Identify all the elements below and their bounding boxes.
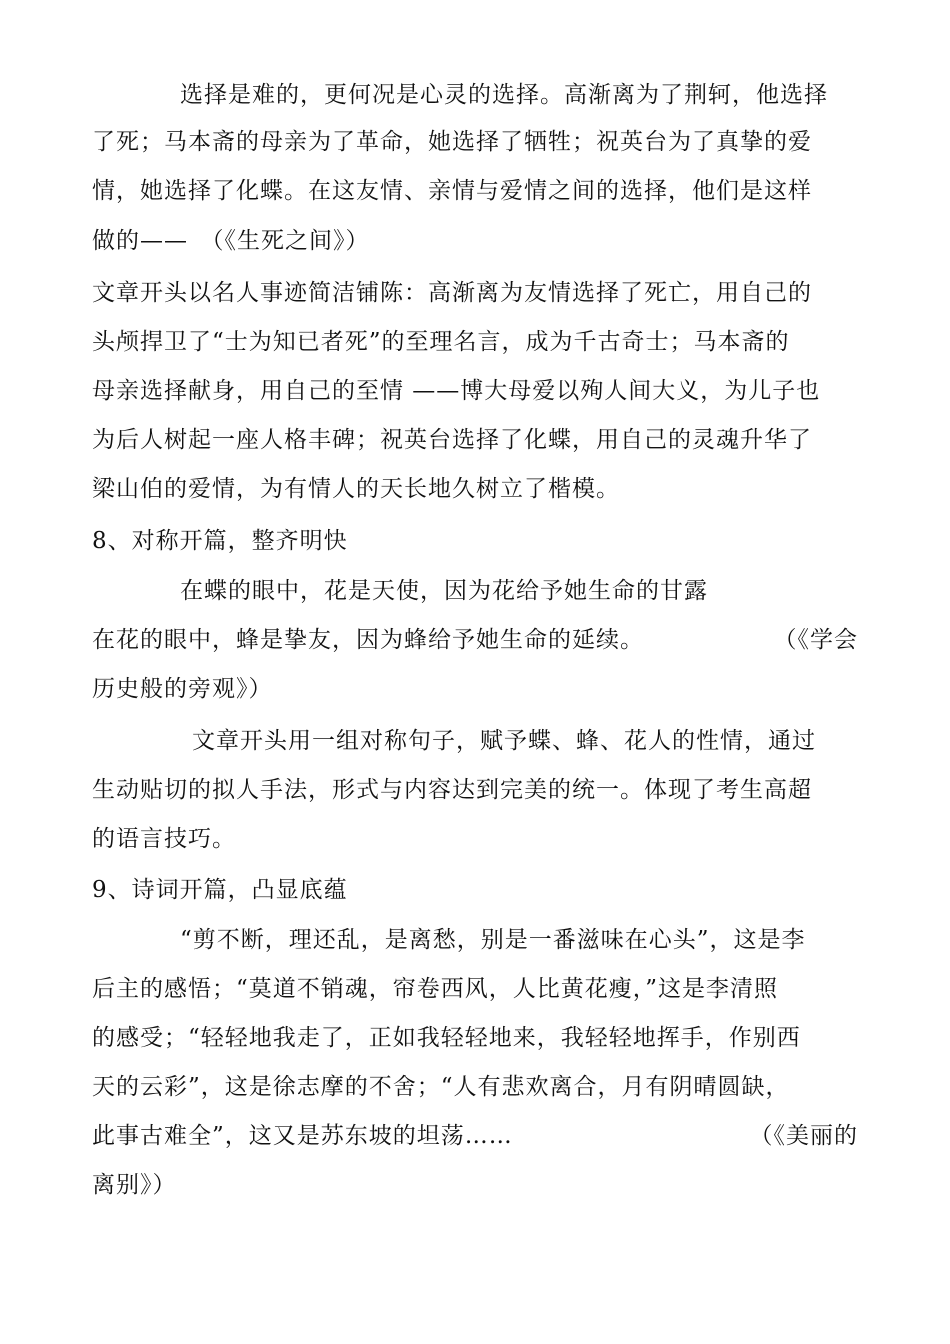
paragraph-1-line-4-citation: 做的—— （《生死之间》） — [92, 228, 370, 254]
paragraph-3-citation-end: 离别》） — [92, 1172, 177, 1198]
paragraph-2-citation-end: 历史般的旁观》） — [92, 676, 273, 702]
commentary-1-line-4: 为后人树起一座人格丰碑；祝英台选择了化蝶，用自己的灵魂升华了 — [92, 427, 812, 453]
commentary-1-line-1: 文章开头以名人事迹简洁铺陈：高渐离为友情选择了死亡，用自己的 — [92, 280, 812, 306]
commentary-1-line-5: 梁山伯的爱情，为有情人的天长地久树立了楷模。 — [92, 476, 620, 502]
paragraph-3-line-3: 的感受；“轻轻地我走了，正如我轻轻地来，我轻轻地挥手，作别西 — [92, 1025, 801, 1051]
paragraph-3-line-5 — [92, 1117, 872, 1155]
paragraph-1-line-2: 了死；马本斋的母亲为了革命，她选择了牺牲；祝英台为了真挚的爱 — [92, 129, 812, 155]
paragraph-2-citation-start: （《学会 — [773, 627, 858, 653]
commentary-1-line-2: 头颅捍卫了“士为知已者死”的至理名言，成为千古奇士；马本斋的 — [92, 329, 790, 355]
paragraph-1-line-1: 选择是难的，更何况是心灵的选择。高渐离为了荆轲，他选择 — [180, 82, 828, 108]
paragraph-2-line-2 — [92, 621, 872, 659]
paragraph-3-line-1: “剪不断，理还乱，是离愁，别是一番滋味在心头”，这是李 — [180, 927, 806, 953]
commentary-2-line-2: 生动贴切的拟人手法，形式与内容达到完美的统一。体现了考生高超 — [92, 777, 812, 803]
paragraph-3-line-4: 天的云彩”，这是徐志摩的不舍；“人有悲欢离合，月有阴晴圆缺， — [92, 1074, 790, 1100]
commentary-2-line-1: 文章开头用一组对称句子，赋予蝶、蜂、花人的性情，通过 — [192, 728, 816, 754]
section-heading-8: 8、对称开篇，整齐明快 — [92, 528, 348, 554]
commentary-2-line-3: 的语言技巧。 — [92, 826, 236, 852]
commentary-1-line-3: 母亲选择献身，用自己的至情 ——博大母爱以殉人间大义，为儿子也 — [92, 378, 821, 404]
paragraph-2-line-1: 在蝶的眼中，花是天使，因为花给予她生命的甘露 — [180, 578, 708, 604]
paragraph-3-citation-start: （《美丽的 — [749, 1123, 858, 1149]
section-heading-9: 9、诗词开篇，凸显底蕴 — [92, 877, 348, 903]
paragraph-3-line-5-text: 此事古难全”，这又是苏东坡的坦荡…… — [92, 1123, 513, 1149]
paragraph-3-line-2: 后主的感悟；“莫道不销魂，帘卷西风，人比黄花瘦，”这是李清照 — [92, 976, 779, 1002]
paragraph-2-line-2-text: 在花的眼中，蜂是挚友，因为蜂给予她生命的延续。 — [92, 627, 644, 653]
paragraph-1-line-3: 情，她选择了化蝶。在这友情、亲情与爱情之间的选择，他们是这样 — [92, 178, 812, 204]
